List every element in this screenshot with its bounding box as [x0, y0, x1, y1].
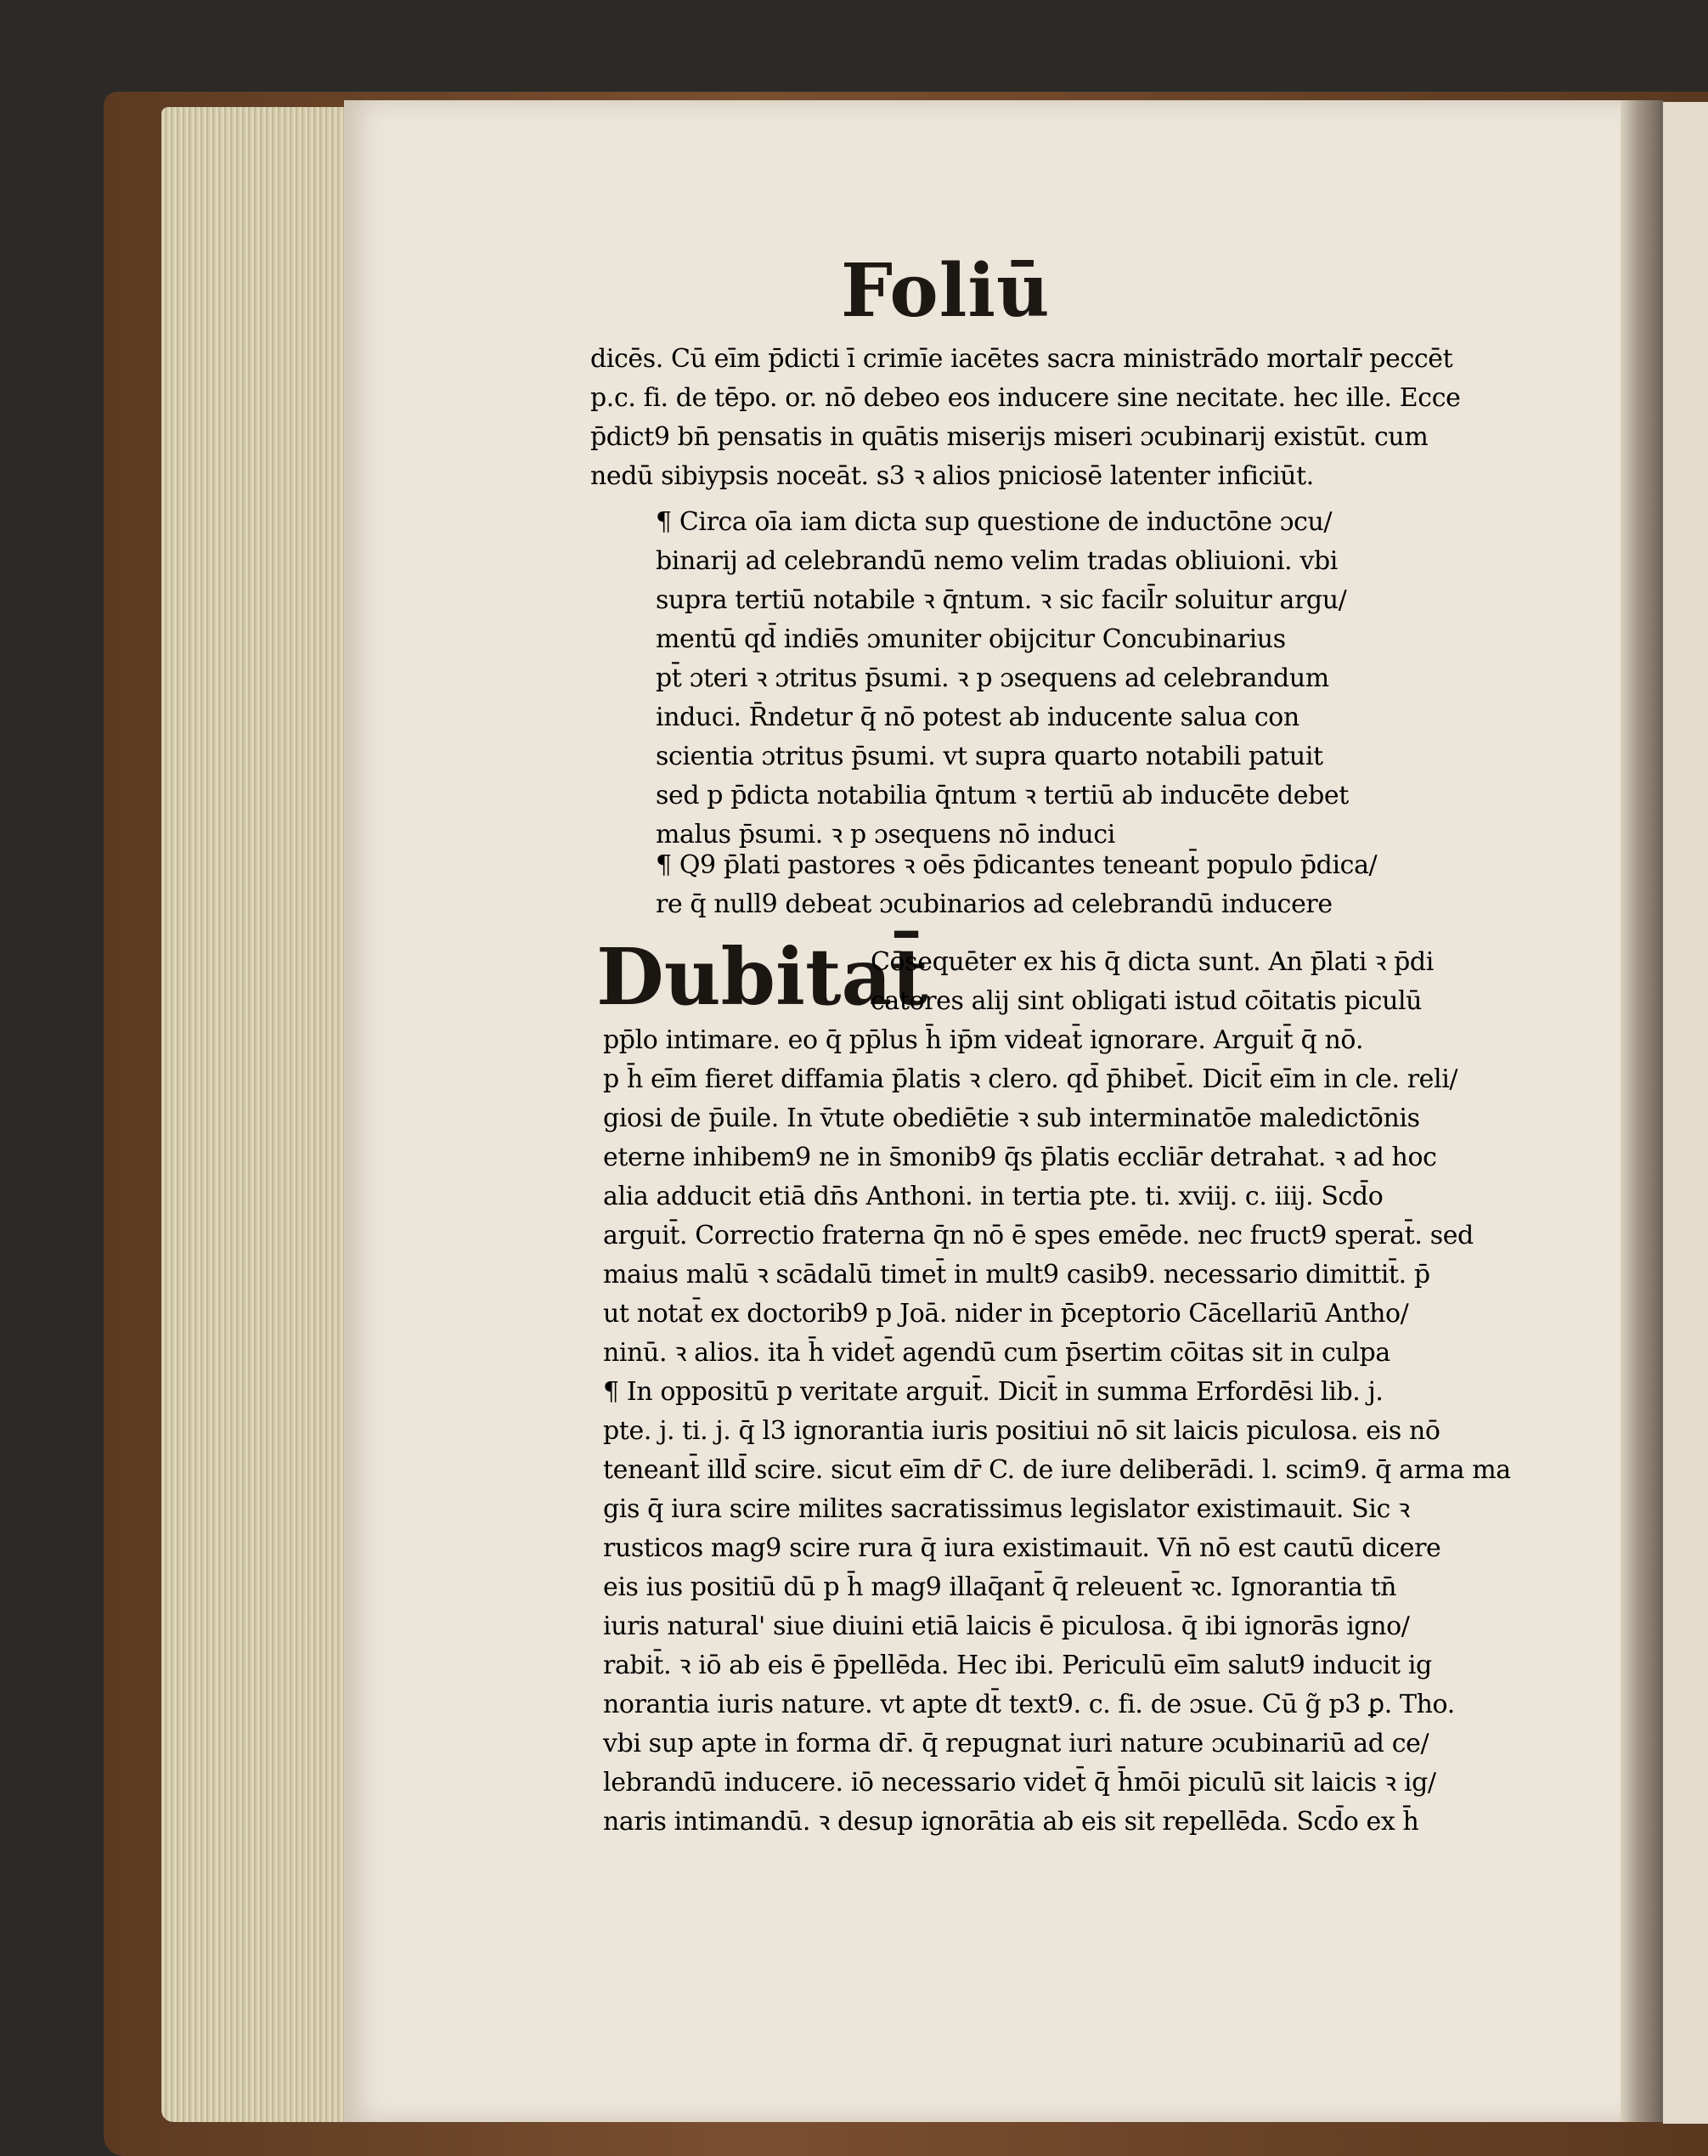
text-line: teneant̄ illd̄ scire. sicut eīm dr̄ C. de iure deliberādi. l. scim9. q̄ arma ma	[603, 1455, 1511, 1485]
text-line: supra tertiū notabile ꝛ q̄ntum. ꝛ sic facil̄r soluitur argu/	[656, 585, 1347, 615]
text-line: eterne inhibem9 ne in s̄monib9 q̄s p̄latis eccliār detrahat. ꝛ ad hoc	[603, 1143, 1437, 1172]
paragraph-2	[656, 503, 1349, 855]
text-line: mentū qd̄ indiēs ɔmuniter obijcitur Concubinarius	[656, 624, 1286, 654]
text-line: iuris natural' siue diuini etiā laicis ē piculosa. q̄ ibi ignorās igno/	[603, 1611, 1410, 1641]
text-line: ¶ Circa oīa iam dicta sup questione de inductōne ɔcu/	[656, 507, 1333, 537]
text-line: ¶ Q9 p̄lati pastores ꝛ oēs p̄dicantes teneant̄ populo p̄dica/	[656, 850, 1378, 880]
text-line: lebrandū inducere. iō necessario videt̄ q̄ h̄mōi piculū sit laicis ꝛ ig/	[603, 1768, 1436, 1798]
folio-heading: Foliū	[841, 248, 1051, 334]
text-line: vbi sup apte in forma dr̄. q̄ repugnat iuri nature ɔcubinariū ad ce/	[603, 1729, 1429, 1758]
paragraph-4	[603, 943, 1511, 1842]
text-line: giosi de p̄uile. In v̄tute obediētie ꝛ sub interminatōe maledictōnis	[603, 1103, 1420, 1133]
text-line: rusticos mag9 scire rura q̄ iura existimauit. Vn̄ nō est cautū dicere	[603, 1533, 1441, 1563]
book-gutter	[1621, 100, 1663, 2122]
text-line: nedū sibiypsis noceāt. s3 ꝛ alios pniciosē latenter inficiūt.	[590, 461, 1314, 491]
right-page-edge	[1663, 102, 1708, 2124]
text-line: ¶ In oppositū p veritate arguit̄. Dicit̄ in summa Erfordēsi lib. j.	[603, 1377, 1384, 1407]
text-line: naris intimandū. ꝛ desup ignorātia ab eis sit repellēda. Scd̄o ex h̄	[603, 1807, 1419, 1837]
page-edges	[161, 107, 357, 2122]
text-line: Cōsequēter ex his q̄ dicta sunt. An p̄lati ꝛ p̄di	[871, 947, 1434, 977]
text-line: p h̄ eīm fieret diffamia p̄latis ꝛ clero. qd̄ p̄hibet̄. Dicit̄ eīm in cle. reli/	[603, 1064, 1458, 1094]
text-line: rabit̄. ꝛ iō ab eis ē p̄pellēda. Hec ibi. Periculū eīm salut9 inducit ig	[603, 1651, 1432, 1680]
text-line: ninū. ꝛ alios. ita h̄ videt̄ agendū cum p̄sertim cōitas sit in culpa	[603, 1338, 1390, 1368]
text-line: arguit̄. Correctio fraterna q̄n nō ē spes emēde. nec fruct9 sperat̄. sed	[603, 1221, 1474, 1250]
text-line: induci. R̄ndetur q̄ nō potest ab inducente salua con	[656, 703, 1299, 732]
text-line: pp̄lo intimare. eo q̄ pp̄lus h̄ ip̄m videat̄ ignorare. Arguit̄ q̄ nō.	[603, 1025, 1364, 1055]
text-line: catores alij sint obligati istud cōitatis piculū	[871, 986, 1423, 1016]
text-line: dicēs. Cū eīm p̄dicti ī crimīe iacētes sacra ministrādo mortalr̄ peccēt	[590, 344, 1453, 374]
text-line: ut notat̄ ex doctorib9 p Joā. nider in p̄ceptorio Cācellariū Antho/	[603, 1299, 1409, 1329]
text-line: eis ius positiū dū p h̄ mag9 illaq̄ant̄ q̄ releuent̄ ꝛc. Ignorantia tn̄	[603, 1572, 1397, 1602]
initial-word: Dubitat̄	[596, 931, 928, 1023]
text-line: maius malū ꝛ scādalū timet̄ in mult9 casib9. necessario dimittit̄. p̄	[603, 1260, 1430, 1290]
text-line: pt̄ ɔteri ꝛ ɔtritus p̄sumi. ꝛ p ɔsequens ad celebrandum	[656, 663, 1329, 693]
text-line: pte. j. ti. j. q̄ l3 ignorantia iuris positiui nō sit laicis piculosa. eis nō	[603, 1416, 1440, 1446]
text-line: re q̄ null9 debeat ɔcubinarios ad celebrandū inducere	[656, 889, 1333, 919]
text-line: gis q̄ iura scire milites sacratissimus legislator existimauit. Sic ꝛ	[603, 1494, 1410, 1524]
text-line: norantia iuris nature. vt apte dt̄ text9. c. fi. de ɔsue. Cū g̃ p3 ꝑ. Tho.	[603, 1690, 1455, 1719]
text-line: sed p p̄dicta notabilia q̄ntum ꝛ tertiū ab inducēte debet	[656, 781, 1349, 810]
text-line: alia adducit etiā dn̄s Anthoni. in tertia pte. ti. xviij. c. iiij. Scd̄o	[603, 1182, 1384, 1211]
text-line: malus p̄sumi. ꝛ p ɔsequens nō induci	[656, 820, 1115, 849]
text-line: scientia ɔtritus p̄sumi. vt supra quarto notabili patuit	[656, 742, 1323, 771]
text-line: p̄dict9 bn̄ pensatis in quātis miserijs miseri ɔcubinarij existūt. cum	[590, 422, 1429, 452]
text-line: binarij ad celebrandū nemo velim tradas obliuioni. vbi	[656, 546, 1338, 576]
paragraph-3	[656, 846, 1377, 924]
text-line: p.c. fi. de tēpo. or. nō debeo eos inducere sine necitate. hec ille. Ecce	[590, 383, 1461, 413]
paragraph-1	[590, 340, 1460, 496]
